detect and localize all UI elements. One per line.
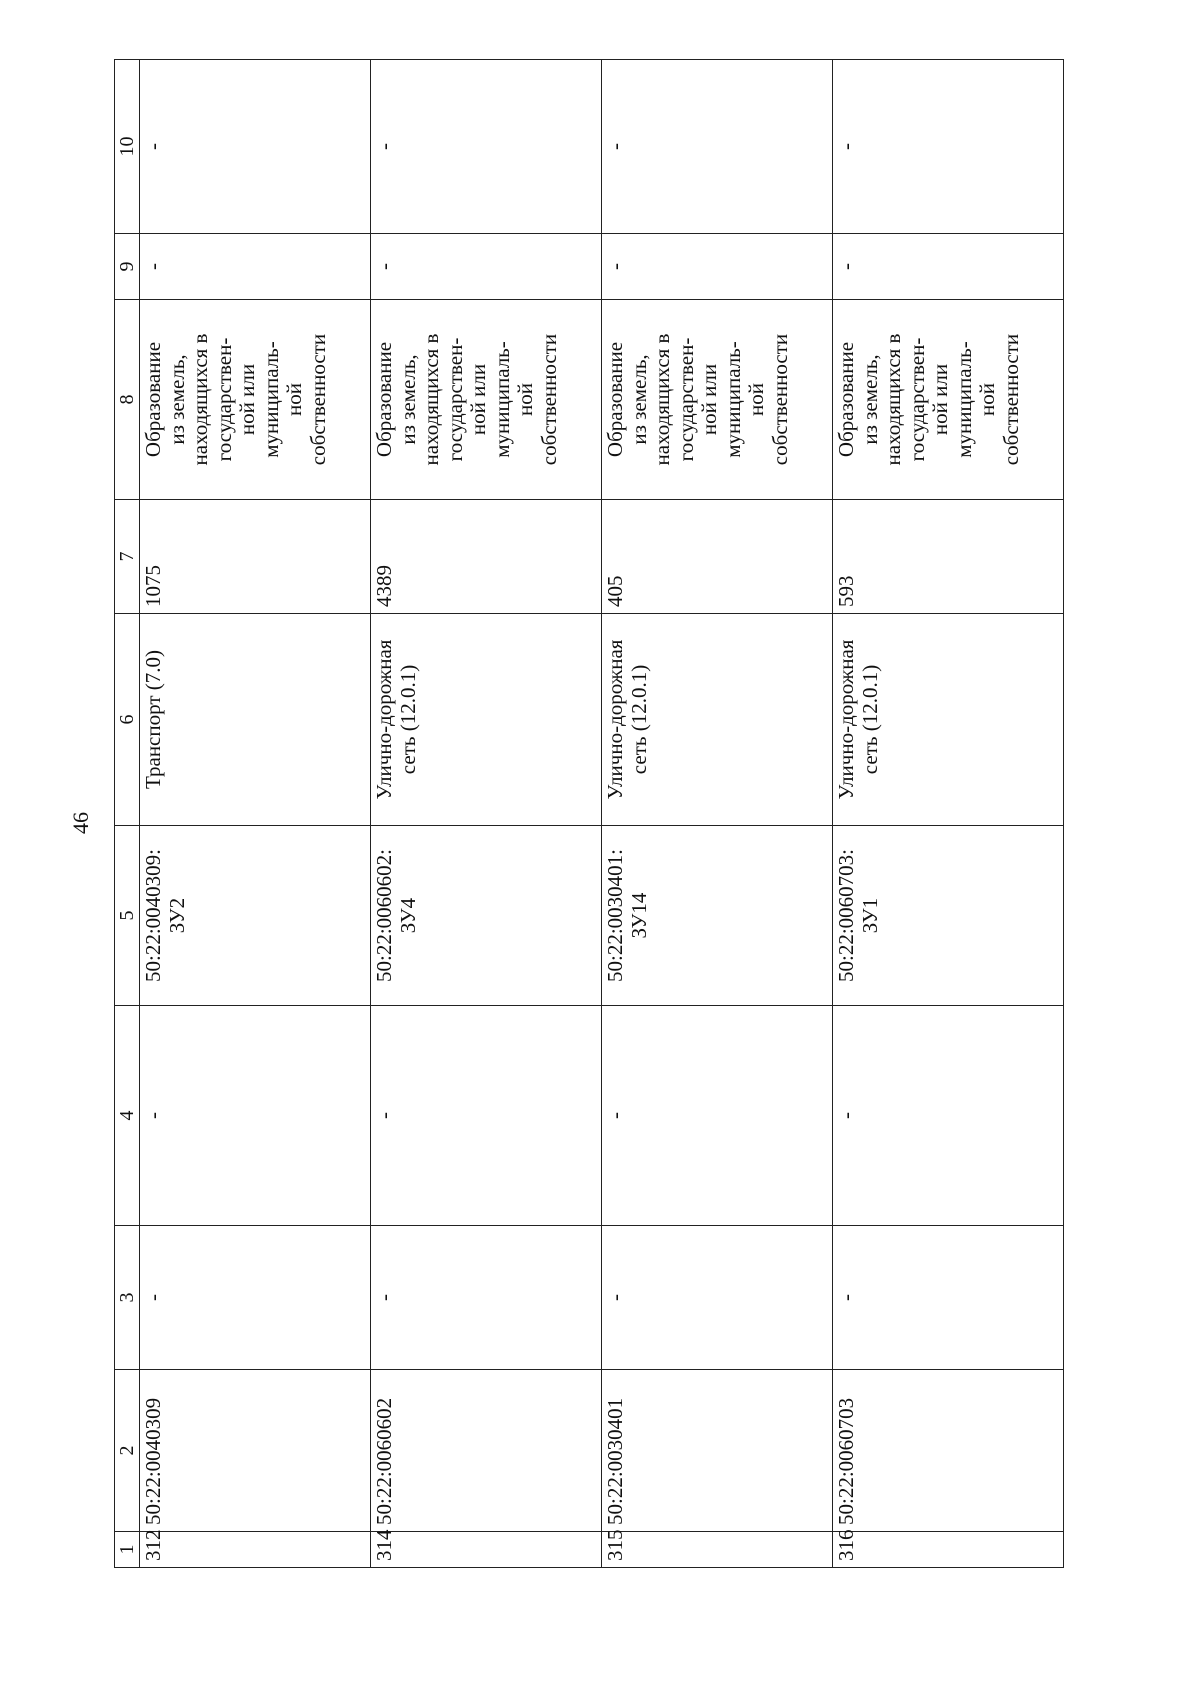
land-plots-table-container — [114, 60, 1050, 1568]
table-row — [140, 60, 371, 1568]
cell-col-4: - — [602, 1006, 833, 1226]
permitted-use-cell: Улично-дорожная сеть (12.0.1) — [833, 614, 1064, 826]
area-cell: 405 — [602, 500, 833, 614]
column-number: 10 — [115, 60, 140, 234]
column-number: 3 — [115, 1226, 140, 1370]
column-number: 8 — [115, 300, 140, 500]
column-number-row — [115, 60, 140, 1568]
cell-col-10: - — [602, 60, 833, 234]
column-number: 4 — [115, 1006, 140, 1226]
table-row — [371, 60, 602, 1568]
land-plots-table — [114, 59, 1064, 1568]
cell-col-3: - — [833, 1226, 1064, 1370]
row-number-cell: 315 — [602, 1532, 833, 1568]
column-number: 5 — [115, 826, 140, 1006]
cell-col-10: - — [371, 60, 602, 234]
column-number: 1 — [115, 1532, 140, 1568]
formation-method-cell: Образование из земель, находящихся в государствен- ной или муниципаль- ной собственности — [371, 300, 602, 500]
table-row — [602, 60, 833, 1568]
cell-col-3: - — [371, 1226, 602, 1370]
table-row — [833, 60, 1064, 1568]
cell-col-3: - — [140, 1226, 371, 1370]
row-number-cell: 312 — [140, 1532, 371, 1568]
row-number-cell: 314 — [371, 1532, 602, 1568]
cell-col-9: - — [140, 234, 371, 300]
quarter-number-cell: 50:22:0040309 — [140, 1370, 371, 1532]
quarter-number-cell: 50:22:0060602 — [371, 1370, 602, 1532]
permitted-use-cell: Улично-дорожная сеть (12.0.1) — [602, 614, 833, 826]
column-number: 6 — [115, 614, 140, 826]
cell-col-10: - — [140, 60, 371, 234]
cell-col-9: - — [602, 234, 833, 300]
formation-method-cell: Образование из земель, находящихся в государствен- ной или муниципаль- ной собственности — [140, 300, 371, 500]
quarter-number-cell: 50:22:0060703 — [833, 1370, 1064, 1532]
cell-col-4: - — [140, 1006, 371, 1226]
column-number: 7 — [115, 500, 140, 614]
column-number: 9 — [115, 234, 140, 300]
area-cell: 1075 — [140, 500, 371, 614]
area-cell: 593 — [833, 500, 1064, 614]
page-number: 46 — [68, 812, 93, 834]
column-number: 2 — [115, 1370, 140, 1532]
area-cell: 4389 — [371, 500, 602, 614]
permitted-use-cell: Улично-дорожная сеть (12.0.1) — [371, 614, 602, 826]
plot-designation-cell: 50:22:0060602: ЗУ4 — [371, 826, 602, 1006]
plot-designation-cell: 50:22:0040309: ЗУ2 — [140, 826, 371, 1006]
cell-col-10: - — [833, 60, 1064, 234]
quarter-number-cell: 50:22:0030401 — [602, 1370, 833, 1532]
plot-designation-cell: 50:22:0030401: ЗУ14 — [602, 826, 833, 1006]
cell-col-9: - — [833, 234, 1064, 300]
cell-col-4: - — [371, 1006, 602, 1226]
formation-method-cell: Образование из земель, находящихся в государствен- ной или муниципаль- ной собственности — [602, 300, 833, 500]
cell-col-4: - — [833, 1006, 1064, 1226]
cell-col-3: - — [602, 1226, 833, 1370]
permitted-use-cell: Транспорт (7.0) — [140, 614, 371, 826]
cell-col-9: - — [371, 234, 602, 300]
land-plots-table-rotated — [114, 60, 1050, 1568]
formation-method-cell: Образование из земель, находящихся в государствен- ной или муниципаль- ной собственности — [833, 300, 1064, 500]
plot-designation-cell: 50:22:0060703: ЗУ1 — [833, 826, 1064, 1006]
row-number-cell: 316 — [833, 1532, 1064, 1568]
